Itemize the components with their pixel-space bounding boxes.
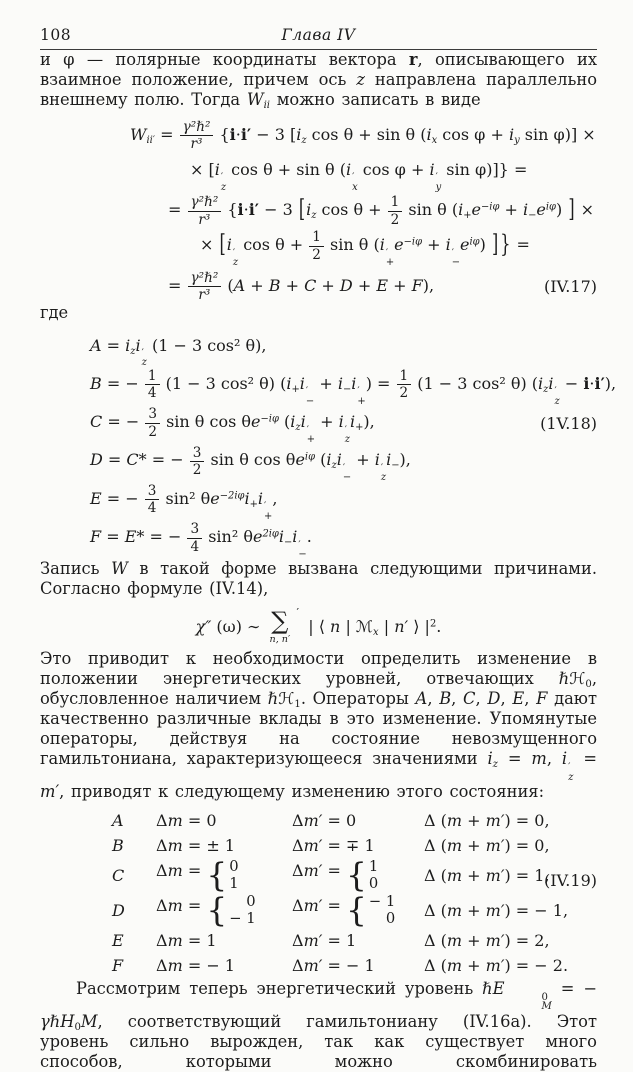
equation-line: × [i ′ z cos θ + sin θ (i ′ x cos φ + i ′ y sin φ)]} = — [190, 160, 528, 193]
equation-iv18-lines — [40, 330, 617, 560]
equation-line: D = C* = − $\frac{3}{2}$ sin θ $\cos \theta e^{i\varphi}$ ($i_zi$ ′ − + i ′ z $i_-$), — [90, 444, 411, 484]
equation-iv17-lines — [40, 117, 597, 303]
equation-iv19-table — [112, 809, 597, 977]
equation-line: $W_{ii'}$ = $\frac{\text{γ²ℏ²}}{\text{r³}}$ {i·i′ − 3 [$i_z$ cos θ + sin θ ($i_x$ $\cos \varphi + i_y$ sin φ)] × — [130, 119, 596, 153]
equation-line: C = − $\frac{3}{2}$ sin θ $\cos \theta e^{-i\varphi}$ ($i_zi$ ′ + + i ′ z $i_+$), — [90, 406, 375, 446]
paragraph-intro: и φ — полярные координаты вектора r, описывающего их взаимное положение, причем ось z направлена параллельно внешнему полю. Тогда $W_{ii}$ можно записать в виде — [40, 50, 597, 112]
equation-iv18 — [40, 330, 617, 560]
equation-line: = $\frac{\text{γ²ℏ²}}{\text{r³}}$ (A + B + C + D + E + F), — [168, 269, 435, 304]
equation-line: × [i ′ z cos θ + $\frac{1}{2}$ sin θ (i ′ + $e^{-i\varphi} + i$ ′ − $e^{i\varphi}$) ] } = — [200, 229, 530, 269]
equation-table-row: A Δm = 0 Δm′ = 0 Δ (m + m′) = 0, — [112, 810, 550, 830]
equation-iv19 — [40, 809, 597, 977]
where-connective: где — [40, 302, 69, 322]
equation-table-row: D Δm = { 0 − 1 Δm′ = { − 1 0 Δ (m + m′) = − 1, — [112, 890, 569, 929]
equation-label-iv19: (IV.19) — [543, 871, 597, 891]
equation-line: χ″ (ω) ∼ ∑ ′ n, n′ | ⟨ n | ℳ$_x$ | n′ ⟩ $|^2$. — [195, 605, 442, 645]
equation-line: B = − $\frac{1}{4}$ (1 − 3 cos² θ) ($i_+i$ ′ − + $i_-i$ ′ + ) = $\frac{1}{2}$ (1 − 3 cos² θ) ($i_zi$ ′ z − i·i′), — [90, 368, 617, 407]
paragraph-operators: Это приводит к необходимости определить изменение в положении энергетических уровней, отвечающих ℏℋ$_0$, обусловленное наличием ℏℋ$_1$. Операторы A, B, C, D, E, F дают качественно различные вклады в это изменение. Упомянутые операторы, действуя на состояние невозмущенного гамильтониана, характеризующееся значениями $i_z = m$, i ′ z = m′, приводят к следующему изменению этого состояния: — [40, 649, 597, 802]
equation-table-row: E Δm = 1 Δm′ = 1 Δ (m + m′) = 2, — [112, 930, 550, 950]
equation-label-iv17: (IV.17) — [543, 276, 597, 296]
equation-line: F = E* = − $\frac{3}{4}$ sin² $\theta e^{2i\varphi}i_-i$ ′ − . — [90, 521, 312, 560]
equation-iv17 — [40, 117, 597, 303]
equation-line: = $\frac{\text{γ²ℏ²}}{\text{r³}}$ {i·i′ − 3 [$i_z$ cos θ + $\frac{1}{2}$ sin θ $(i_+e^{-i\varphi} + i_-e^{i\varphi})$ ] × — [168, 194, 595, 228]
sum-operator: ∑ ′ n, n′ — [269, 605, 300, 645]
equation-table-row: C Δm = { 0 1 Δm′ = { 1 0 Δ (m + m′) = 1, — [112, 855, 550, 894]
paragraph-remark: Запись W в такой форме вызвана следующими причинами. Согласно формуле (IV.14), — [40, 559, 597, 599]
equation-label-iv18: (1V.18) — [540, 413, 597, 433]
page-header — [40, 26, 597, 50]
chapter-title: Глава IV — [281, 26, 356, 44]
equation-line: $A = i_zi$ ′ z (1 − 3 cos² θ), — [90, 335, 267, 369]
equation-line: E = − $\frac{3}{4}$ sin² $\theta e^{-2i\varphi}i_+i$ ′ + , — [90, 482, 278, 522]
equation-chi-lines — [40, 605, 597, 649]
paragraph-energy-level: Рассмотрим теперь энергетический уровень ℏE 0 M = − γℏH$_0$M, соответствующий гамильтониану (IV.16а). Этот уровень сильно вырожден, так как существует много способов, которыми можно скомбинировать — [40, 979, 597, 1071]
equation-table-row: B Δm = ± 1 Δm′ = ∓ 1 Δ (m + m′) = 0, — [112, 835, 550, 855]
equation-chi — [40, 605, 597, 649]
page-number: 108 — [40, 26, 72, 44]
equation-table-row: F Δm = − 1 Δm′ = − 1 Δ (m + m′) = − 2. — [112, 955, 569, 975]
